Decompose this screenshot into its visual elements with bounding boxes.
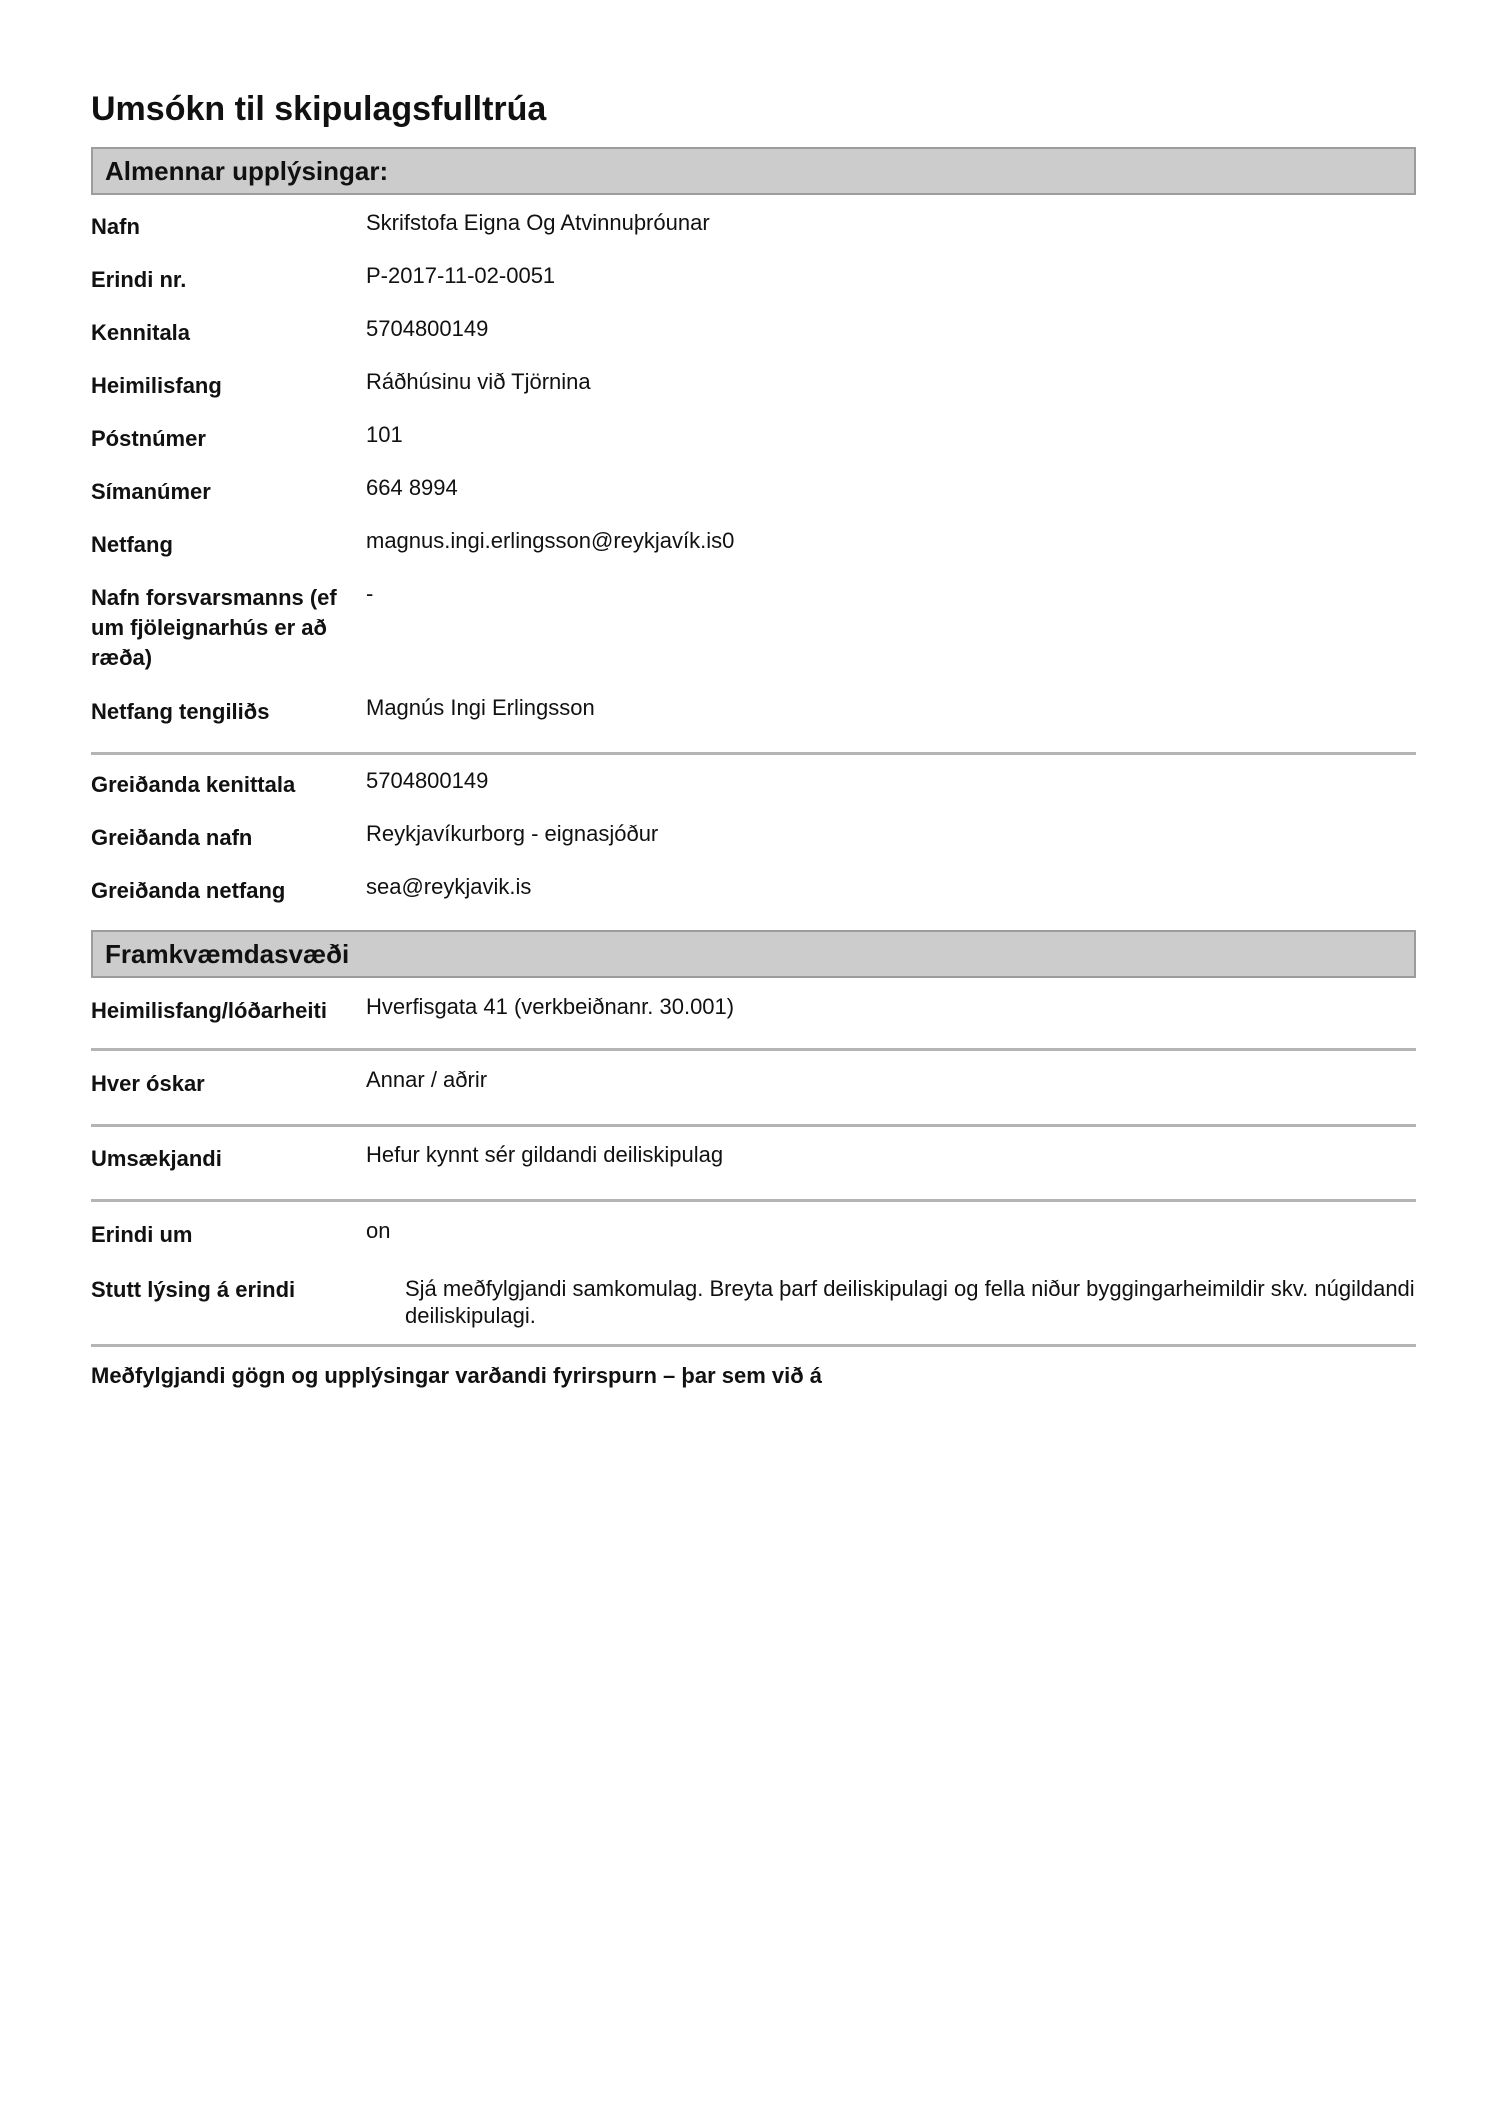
attachments-heading: Meðfylgjandi gögn og upplýsingar varðandi fyrirspurn – þar sem við á bbox=[91, 1363, 823, 1388]
field-value: Magnús Ingi Erlingsson bbox=[366, 695, 595, 720]
field-value: Sjá meðfylgjandi samkomulag. Breyta þarf deiliskipulagi og fella niður byggingarheimildir skv. núgildandi deiliskipulagi. bbox=[405, 1276, 1415, 1328]
field-label: Hver óskar bbox=[91, 1071, 205, 1096]
field-label: Stutt lýsing á erindi bbox=[91, 1277, 296, 1302]
field-label: Nafn bbox=[91, 214, 140, 239]
field-value: - bbox=[366, 581, 374, 606]
field-value: Ráðhúsinu við Tjörnina bbox=[366, 369, 591, 394]
divider bbox=[91, 1048, 1416, 1051]
field-label: Netfang tengiliðs bbox=[91, 699, 270, 724]
field-value: 5704800149 bbox=[366, 768, 489, 793]
field-value: 664 8994 bbox=[366, 475, 458, 500]
field-value: sea@reykjavik.is bbox=[366, 874, 532, 899]
divider bbox=[91, 752, 1416, 755]
field-value: P-2017-11-02-0051 bbox=[366, 263, 556, 288]
field-value: Annar / aðrir bbox=[366, 1067, 488, 1092]
field-label: Póstnúmer bbox=[91, 426, 206, 451]
field-label: Heimilisfang/lóðarheiti bbox=[91, 998, 327, 1023]
field-label: Heimilisfang bbox=[91, 373, 222, 398]
field-label: Nafn forsvarsmanns (ef um fjöleignarhús er að ræða) bbox=[91, 585, 337, 670]
field-label: Erindi nr. bbox=[91, 267, 187, 292]
field-label: Umsækjandi bbox=[91, 1146, 222, 1171]
field-value: Hverfisgata 41 (verkbeiðnanr. 30.001) bbox=[366, 994, 735, 1019]
divider bbox=[91, 1344, 1416, 1347]
field-value: on bbox=[366, 1218, 391, 1243]
field-value: Skrifstofa Eigna Og Atvinnuþróunar bbox=[366, 210, 710, 235]
field-value: magnus.ingi.erlingsson@reykjavík.is0 bbox=[366, 528, 735, 553]
field-label: Greiðanda netfang bbox=[91, 878, 286, 903]
field-value: Hefur kynnt sér gildandi deiliskipulag bbox=[366, 1142, 724, 1167]
divider bbox=[91, 1199, 1416, 1202]
field-label: Netfang bbox=[91, 532, 173, 557]
field-label: Erindi um bbox=[91, 1222, 193, 1247]
section-header-general: Almennar upplýsingar: bbox=[91, 147, 1416, 195]
page-title: Umsókn til skipulagsfulltrúa bbox=[91, 90, 547, 128]
field-label: Símanúmer bbox=[91, 479, 211, 504]
field-value: 101 bbox=[366, 422, 403, 447]
field-value: 5704800149 bbox=[366, 316, 489, 341]
divider bbox=[91, 1124, 1416, 1127]
section-header-area: Framkvæmdasvæði bbox=[91, 930, 1416, 978]
field-label: Kennitala bbox=[91, 320, 191, 345]
field-value: Reykjavíkurborg - eignasjóður bbox=[366, 821, 659, 846]
field-label: Greiðanda nafn bbox=[91, 825, 253, 850]
field-label: Greiðanda kenittala bbox=[91, 772, 296, 797]
